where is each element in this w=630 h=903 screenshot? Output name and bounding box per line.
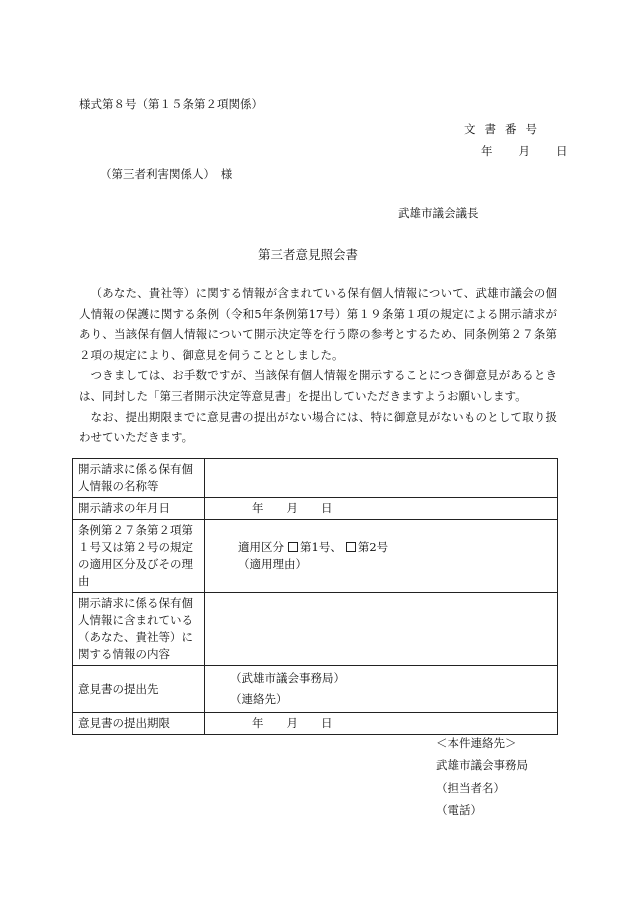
contact-person: （担当者名）: [436, 780, 505, 795]
info-table: [72, 458, 558, 735]
checkbox-option-2[interactable]: [346, 542, 356, 552]
row-value-submission-destination: [205, 666, 558, 713]
form-number: 様式第８号（第１５条第２項関係）: [79, 97, 263, 111]
row-label-request-date: 開示請求の年月日: [73, 498, 205, 520]
row-label-submission-destination: 意見書の提出先: [73, 666, 205, 713]
row-value-info-content: [205, 593, 558, 666]
option-1-label: 第1号、: [300, 540, 342, 554]
row-value-request-date: 年 月 日: [205, 498, 558, 520]
recipient: （第三者利害関係人） 様: [100, 167, 233, 181]
body-paragraph-2: つきましては、お手数ですが、当該保有個人情報を開示することにつき御意見があるときは、同封した「第三者開示決定等意見書」を提出していただきますようお願いします。: [79, 368, 557, 403]
document-number-label: 文書番号: [464, 122, 546, 136]
destination-office: （武雄市議会事務局）: [230, 671, 345, 685]
table-row: [73, 666, 558, 713]
reason-label: （適用理由）: [238, 557, 307, 571]
body-paragraph-1: （あなた、貴社等）に関する情報が含まれている保有個人情報について、武雄市議会の個人情報の保護に関する条例（令和5年条例第17号）第１９条第１項の規定による開示請求があり、当該保有個人情報について開示決定等を行う際の参考とするため、同条例第２７条第２項の規定により、御意見を伺うこととしました。: [79, 286, 557, 362]
date-month: 月: [518, 144, 530, 158]
contact-phone: （電話）: [436, 802, 482, 817]
table-row: [73, 593, 558, 666]
contact-heading: ＜本件連絡先＞: [436, 736, 517, 750]
row-value-info-name: [205, 459, 558, 498]
row-label-info-name: 開示請求に係る保有個人情報の名称等: [73, 459, 205, 498]
body-paragraph-3: なお、提出期限までに意見書の提出がない場合には、特に御意見がないものとして取り扱わせていただきます。: [79, 409, 557, 445]
document-title: 第三者意見照会書: [258, 247, 359, 262]
row-label-submission-deadline: 意見書の提出期限: [73, 713, 205, 735]
body-text: [79, 283, 557, 448]
checkbox-option-1[interactable]: [288, 542, 298, 552]
option-2-label: 第2号: [357, 540, 389, 554]
category-prefix: 適用区分: [238, 540, 284, 554]
contact-office: 武雄市議会事務局: [436, 758, 528, 773]
document-date: [481, 143, 568, 159]
contact-block: [436, 732, 528, 821]
table-row: [73, 498, 558, 520]
date-year: 年: [481, 144, 493, 158]
category-line: [238, 539, 552, 556]
table-row: [73, 520, 558, 593]
table-row: [73, 459, 558, 498]
row-label-info-content: 開示請求に係る保有個人情報に含まれている（あなた、貴社等）に関する情報の内容: [73, 593, 205, 666]
row-value-applicable-category: [205, 520, 558, 593]
date-day: 日: [556, 144, 568, 158]
row-label-applicable-category: 条例第２７条第２項第１号又は第２号の規定の適用区分及びその理由: [73, 520, 205, 593]
destination-contact: （連絡先）: [230, 692, 288, 706]
sender: 武雄市議会議長: [398, 206, 479, 220]
row-value-submission-deadline: 年 月 日: [205, 713, 558, 735]
